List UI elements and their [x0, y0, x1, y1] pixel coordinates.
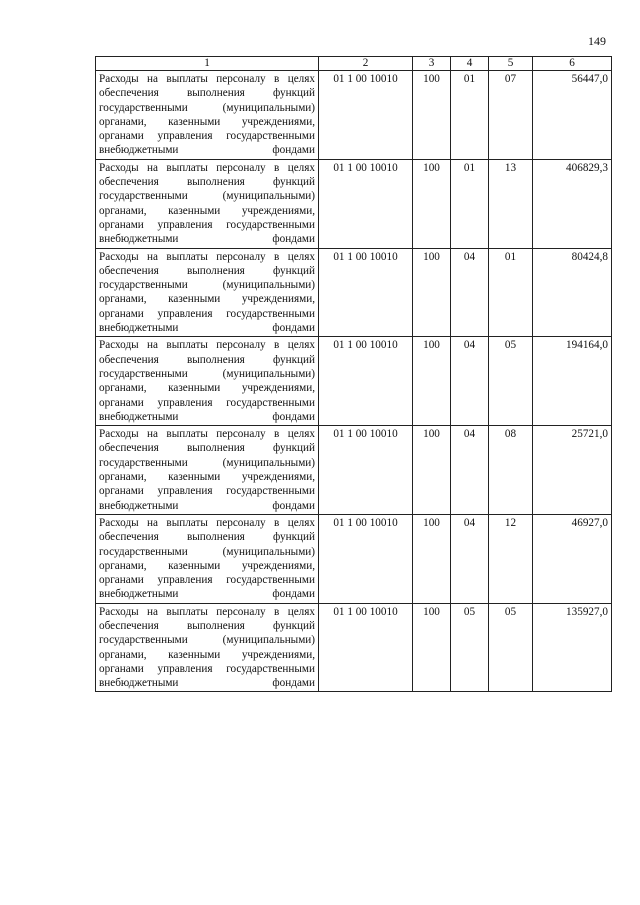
row-amount: 80424,8 [533, 248, 612, 337]
row-amount: 46927,0 [533, 514, 612, 603]
row-col4: 04 [451, 337, 489, 426]
column-header: 4 [451, 57, 489, 71]
row-amount: 135927,0 [533, 603, 612, 692]
row-amount: 56447,0 [533, 71, 612, 160]
row-code: 01 1 00 10010 [319, 426, 413, 515]
table-row [96, 603, 612, 692]
row-description: Расходы на выплаты персоналу в целях обеспечения выполнения функций государственными (муниципальными) органами, казенными учреждениями, органами управления государственными внебюджетными фондами [96, 337, 319, 426]
table-row [96, 71, 612, 160]
table-row [96, 248, 612, 337]
row-description: Расходы на выплаты персоналу в целях обеспечения выполнения функций государственными (муниципальными) органами, казенными учреждениями, органами управления государственными внебюджетными фондами [96, 248, 319, 337]
row-code: 01 1 00 10010 [319, 514, 413, 603]
row-code: 01 1 00 10010 [319, 159, 413, 248]
row-description: Расходы на выплаты персоналу в целях обеспечения выполнения функций государственными (муниципальными) органами, казенными учреждениями, органами управления государственными внебюджетными фондами [96, 159, 319, 248]
row-col3: 100 [413, 159, 451, 248]
row-col5: 05 [489, 337, 533, 426]
column-header: 3 [413, 57, 451, 71]
row-code: 01 1 00 10010 [319, 248, 413, 337]
row-col4: 04 [451, 514, 489, 603]
column-header: 6 [533, 57, 612, 71]
row-col4: 01 [451, 159, 489, 248]
row-amount: 194164,0 [533, 337, 612, 426]
column-header: 5 [489, 57, 533, 71]
row-col3: 100 [413, 248, 451, 337]
row-col5: 05 [489, 603, 533, 692]
row-col5: 12 [489, 514, 533, 603]
row-description: Расходы на выплаты персоналу в целях обеспечения выполнения функций государственными (муниципальными) органами, казенными учреждениями, органами управления государственными внебюджетными фондами [96, 514, 319, 603]
row-description: Расходы на выплаты персоналу в целях обеспечения выполнения функций государственными (муниципальными) органами, казенными учреждениями, органами управления государственными внебюджетными фондами [96, 426, 319, 515]
row-col4: 05 [451, 603, 489, 692]
row-col3: 100 [413, 603, 451, 692]
row-col5: 08 [489, 426, 533, 515]
table-row [96, 337, 612, 426]
row-amount: 25721,0 [533, 426, 612, 515]
row-col4: 04 [451, 426, 489, 515]
row-col3: 100 [413, 71, 451, 160]
row-code: 01 1 00 10010 [319, 71, 413, 160]
row-col3: 100 [413, 337, 451, 426]
row-col4: 01 [451, 71, 489, 160]
row-code: 01 1 00 10010 [319, 603, 413, 692]
column-header: 2 [319, 57, 413, 71]
budget-table [95, 56, 612, 692]
row-col3: 100 [413, 426, 451, 515]
row-col5: 07 [489, 71, 533, 160]
table-row [96, 159, 612, 248]
row-code: 01 1 00 10010 [319, 337, 413, 426]
table-header-row [96, 57, 612, 71]
table-row [96, 426, 612, 515]
table-row [96, 514, 612, 603]
row-col3: 100 [413, 514, 451, 603]
row-col5: 13 [489, 159, 533, 248]
column-header: 1 [96, 57, 319, 71]
row-col4: 04 [451, 248, 489, 337]
row-description: Расходы на выплаты персоналу в целях обеспечения выполнения функций государственными (муниципальными) органами, казенными учреждениями, органами управления государственными внебюджетными фондами [96, 603, 319, 692]
page-number: 149 [588, 34, 606, 48]
row-col5: 01 [489, 248, 533, 337]
row-amount: 406829,3 [533, 159, 612, 248]
row-description: Расходы на выплаты персоналу в целях обеспечения выполнения функций государственными (муниципальными) органами, казенными учреждениями, органами управления государственными внебюджетными фондами [96, 71, 319, 160]
